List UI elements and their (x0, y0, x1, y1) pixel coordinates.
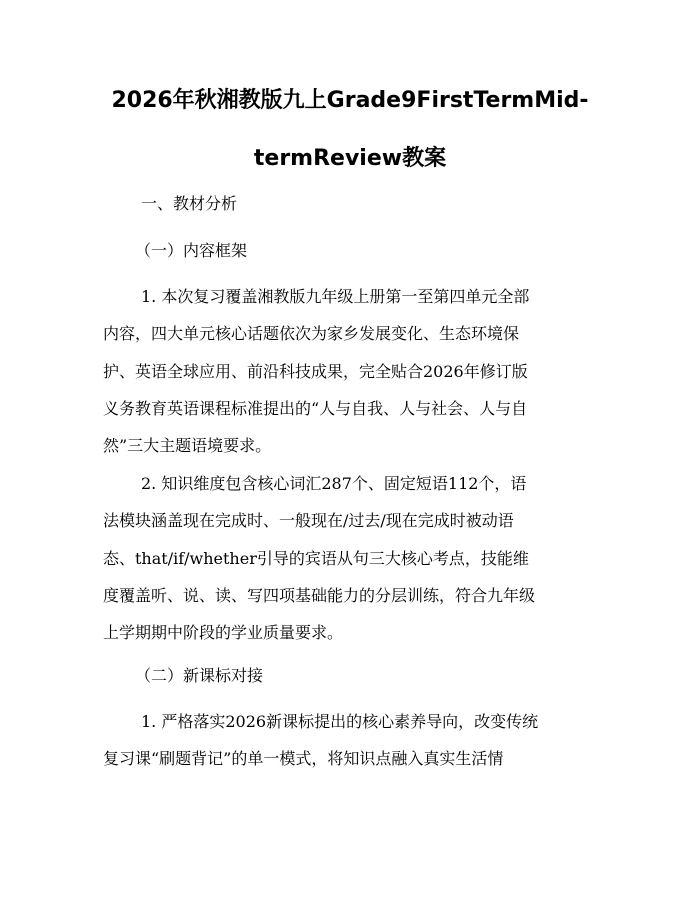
paragraph-line: 复习课“刷题背记”的单一模式，将知识点融入真实生活情 (103, 749, 504, 769)
paragraph-line: 度覆盖听、说、读、写四项基础能力的分层训练，符合九年级 (103, 585, 536, 605)
paragraph-line: 法模块涵盖现在完成时、一般现在/过去/现在完成时被动语 (103, 511, 514, 531)
document-title (90, 72, 610, 188)
paragraph-content-framework-2 (103, 465, 601, 651)
paragraph-line: 1. 本次复习覆盖湘教版九年级上册第一至第四单元全部 (141, 287, 530, 306)
paragraph-curriculum-alignment-1 (103, 703, 601, 778)
paragraph-line: 1. 严格落实2026新课标提出的核心素养导向，改变传统 (141, 712, 539, 731)
title-line-1: 2026年秋湘教版九上Grade9FirstTermMid- (111, 88, 589, 113)
subsection-heading: （二）新课标对接 (135, 666, 264, 685)
section-heading: 一、教材分析 (141, 194, 238, 213)
title-line-2: termReview教案 (253, 146, 447, 171)
paragraph-line: 然”三大主题语境要求。 (103, 436, 272, 456)
paragraph-content-framework-1 (103, 278, 601, 464)
paragraph-line: 护、英语全球应用、前沿科技成果，完全贴合2026年修订版 (103, 361, 528, 381)
paragraph-line: 2. 知识维度包含核心词汇287个、固定短语112个，语 (141, 474, 527, 493)
paragraph-line: 态、that/if/whether引导的宾语从句三大核心考点，技能维 (103, 548, 529, 568)
paragraph-line: 义务教育英语课程标准提出的“人与自我、人与社会、人与自 (103, 398, 528, 418)
paragraph-line: 上学期期中阶段的学业质量要求。 (103, 623, 344, 643)
subsection-heading: （一）内容框架 (135, 241, 248, 260)
paragraph-line: 内容，四大单元核心话题依次为家乡发展变化、生态环境保 (103, 324, 520, 344)
